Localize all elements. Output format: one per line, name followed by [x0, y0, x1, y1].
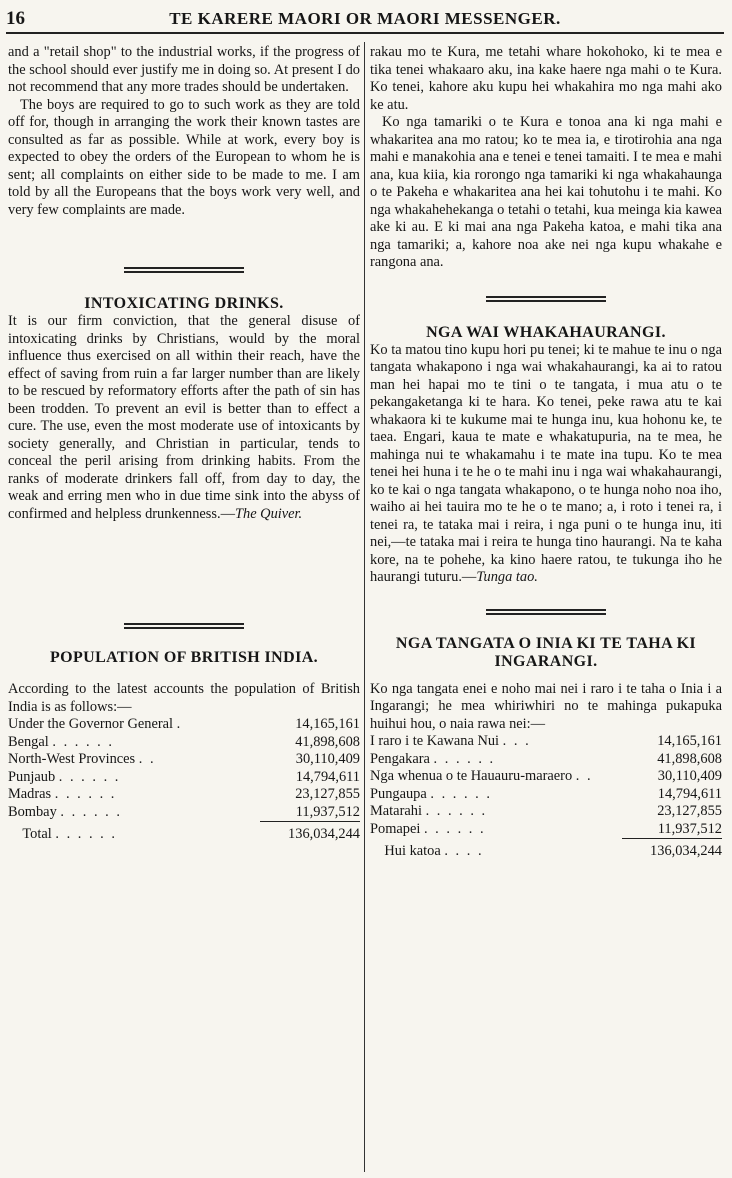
- maori-column: [370, 44, 722, 1170]
- article-drinks: Ko ta matou tino kupu hori pu tenei; ki te mahue te inu o nga tangata whakapono i nga wai whakahaurangi, ka ai to ratou man hei hapai mo te tini o te tangata, i mua atu o te pekangaketanga ki te hara. Ko tenei, peke rawa atu te kai whakaora ki te kukume mai te hunga inu, kua hohonu ke, te taea. Engari, kaua te mate e whakatupuria, na te mea, he mahinga nui te whakamahu i te mate ina tupu. Ko te mea tenei hei huna i te he o te mahi inu i nga wai whakahaurangi, ko te kai o nga tangata whakapono, o te hunga noho noa iho, waiho ai hei tauira mo te he o te mano; a, i roto i tenei ra, i tenei ra, te tataka mai i reira, i nga puni o te hunga inu, iti nei,—te tataka mai i reira te hunga tino haurangi. Na te kaha kore, na te pohehe, ka kino haere ratou, te tukunga iho he haurangi tuturu.—Tunga tao.: [370, 341, 722, 585]
- population-value: 11,937,512: [657, 820, 722, 837]
- population-table: [370, 733, 722, 861]
- table-row: [8, 751, 360, 769]
- region-label: Pomapei: [370, 820, 421, 837]
- population-value: 14,794,611: [295, 768, 360, 785]
- population-value: 14,165,161: [657, 733, 722, 749]
- leader-dots: . . . . . .: [55, 826, 117, 842]
- table-row: [370, 751, 722, 769]
- population-value: 14,794,611: [657, 785, 722, 802]
- region-label: Nga whenua o te Hauauru-maraero: [370, 768, 573, 784]
- section-heading-population: NGA TANGATA O INIA KI TE TAHA KI INGARANGI.: [395, 634, 697, 670]
- table-row: [370, 733, 722, 751]
- leader-dots: . . . . . .: [52, 733, 114, 750]
- table-row: [8, 734, 360, 752]
- section-heading-population: POPULATION OF BRITISH INDIA.: [49, 649, 319, 666]
- column-divider: [364, 42, 365, 1172]
- table-row: [8, 786, 360, 804]
- region-label: Punjaub: [8, 768, 56, 785]
- population-table: [8, 716, 360, 844]
- leader-dots: . . . . . .: [54, 786, 117, 802]
- section-heading-drinks: INTOXICATING DRINKS.: [84, 295, 284, 312]
- table-row: [8, 804, 360, 822]
- region-label: Under the Governor General: [8, 716, 174, 732]
- region-label: I raro i te Kawana Nui: [370, 733, 500, 749]
- region-label: Matarahi: [370, 803, 422, 819]
- population-value: 14,165,161: [295, 716, 360, 732]
- leader-dots: . . . . . .: [423, 820, 486, 837]
- region-label: Pengakara: [370, 750, 430, 767]
- page-number: 16: [6, 8, 25, 29]
- region-label: North-West Provinces: [8, 751, 136, 767]
- page-header: [6, 6, 724, 34]
- population-value: 11,937,512: [295, 803, 360, 820]
- article-source: The Quiver.: [235, 505, 303, 522]
- total-value: 136,034,244: [288, 826, 360, 842]
- leader-dots: . . . . . .: [60, 803, 122, 820]
- intro-paragraph: rakau mo te Kura, me tetahi whare hokohoko, ki te mea e tika tenei whakaaro aku, ina kake haere nga mahi o te Kura. Ko tenei, kahore aku kupu hei whakahira mo nga mahi ako ke atu.: [370, 44, 722, 113]
- population-intro: According to the latest accounts the population of British India is as follows:—: [8, 681, 360, 715]
- leader-dots: . . . . . .: [58, 768, 121, 785]
- population-intro: Ko nga tangata enei e noho mai nei i raro i te taha o Inia i a Ingarangi; he mea whiriwhiri no te mahinga pukapuka huihui hou, o naia rawa nei:—: [370, 680, 722, 732]
- region-label: Bengal: [8, 733, 49, 750]
- population-value: 23,127,855: [657, 803, 722, 819]
- article-source: Tunga tao.: [476, 569, 538, 585]
- article-drinks-text: It is our firm conviction, that the general disuse of intoxicating drinks by Christians, would by the moral influence thus exercised on all within their reach, have the effect of saving from ruin a far larger number than are likely to be rescued by reformatory efforts after the path of sin has been trodden. To prevent an evil is better than to effect a cure. The use, even the most moderate use of intoxicants by society generally, and Christian in particular, tends to conceal the peril arising from drinking habits. From the ranks of moderate drinkers fall off, from day to day, the weak and erring men who in due time sink into the abyss of confirmed and helpless drunkenness.: [8, 313, 360, 522]
- leader-dots: . .: [138, 751, 156, 767]
- total-label: Hui katoa: [384, 843, 441, 859]
- total-label: Total: [22, 826, 52, 842]
- population-value: 41,898,608: [657, 750, 722, 767]
- leader-dots: . . .: [502, 733, 531, 749]
- running-title: TE KARERE MAORI OR MAORI MESSENGER.: [169, 9, 561, 28]
- region-label: Bombay: [8, 803, 57, 820]
- table-row: [370, 821, 722, 839]
- population-value: 23,127,855: [295, 786, 360, 802]
- english-column: [8, 44, 360, 1170]
- leader-dots: .: [176, 716, 183, 732]
- table-row: [370, 803, 722, 821]
- intro-paragraph: and a "retail shop" to the industrial works, if the progress of the school should ever justify me in doing so. At present I do not recommend that any more trades should be undertaken.: [8, 44, 360, 95]
- leader-dots: . . . . . .: [430, 785, 492, 802]
- population-value: 30,110,409: [295, 751, 360, 767]
- article-drinks-text: Ko ta matou tino kupu hori pu tenei; ki te mahue te inu o nga tangata whakapono i nga wai whakahaurangi, ka ai to ratou man hei hapai mo te tini o te tangata, i mua atu o te pekangaketanga ki te hara. Ko tenei, peke rawa atu te kai whakaora ki te kukume mai te hunga inu, kua hohonu ke, te taea. Engari, kaua te mate e whakatupuria, na te mea, he mahinga nui te whakamahu i te mate ina tupu. Ko te mea tenei hei huna i te he o te mahi inu i nga wai whakahaurangi, ko te kai o nga tangata whakapono, o te hunga noho noa iho, waiho ai hei tauira mo te he o te mano; a, i roto i tenei ra, i tenei ra, te tataka mai i reira, i nga puni o te hunga inu, iti nei,—te tataka mai i reira te hunga tino haurangi. Na te kaha kore, na te pohehe, ka kino haere ratou, te tukunga iho he haurangi tuturu.: [370, 341, 722, 585]
- intro-paragraph: Ko nga tamariki o te Kura e tonoa ana ki nga mahi e whakaritea ana mo ratou; ko te mea ia, e tirotirohia ana nga mahi e manakohia ana e tenei e tenei tamaiti. I te mea e mahi ana, kua kiia, kia rorongo nga tamariki ki nga whakahaunga o te Pakeha e whakaritea ana hei kai tohutohu i te mahi. Ko nga whakahehekanga o tetahi o tetahi, kua meinga kia kawea ake ki au. E ki mai ana nga Pakeha katoa, e mahi tika ana nga tamariki; a, kahore noa ake nei nga kupu whakahe e rangona ana.: [370, 114, 722, 270]
- leader-dots: . . . .: [444, 843, 484, 859]
- leader-dots: . . . . . .: [425, 803, 488, 819]
- population-value: 41,898,608: [295, 733, 360, 750]
- table-row: [370, 786, 722, 804]
- region-label: Madras: [8, 786, 52, 802]
- leader-dots: . . . . . .: [433, 750, 496, 767]
- table-row: [8, 769, 360, 787]
- section-heading-drinks: NGA WAI WHAKAHAURANGI.: [426, 323, 666, 341]
- leader-dots: . .: [575, 768, 593, 784]
- table-row: [370, 768, 722, 786]
- region-label: Pungaupa: [370, 785, 427, 802]
- intro-paragraph: The boys are required to go to such work as they are told off for, though in arranging the work their known tastes are consulted as far as possible. While at work, every boy is expected to obey the orders of the European to whom he is sent; all complaints on either side to be made to me. I am told by all the Europeans that the boys work very well, and very few complaints are made.: [8, 96, 360, 218]
- table-row: [8, 716, 360, 734]
- total-value: 136,034,244: [650, 843, 722, 859]
- population-value: 30,110,409: [657, 768, 722, 784]
- total-row: [370, 839, 722, 861]
- total-row: [8, 822, 360, 844]
- article-drinks: It is our firm conviction, that the general disuse of intoxicating drinks by Christians, would by the moral influence thus exercised on all within their reach, have the effect of saving from ruin a far larger number than are likely to be rescued by reformatory efforts after the path of sin has been trodden. To prevent an evil is better than to effect a cure. The use, even the most moderate use of intoxicants by society generally, and Christian in particular, tends to conceal the peril arising from drinking habits. From the ranks of moderate drinkers fall off, from day to day, the weak and erring men who in due time sink into the abyss of confirmed and helpless drunkenness.—The Quiver.: [8, 313, 360, 522]
